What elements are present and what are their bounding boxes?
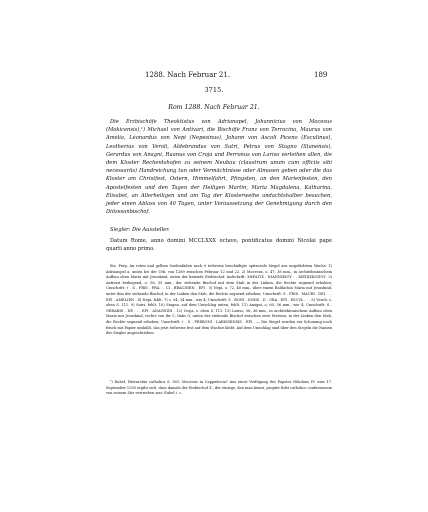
regest-paragraph: Die Erzbischöfe Theoktistus von Adrianopel, Johannicius von Mocesus (Mokicensis),¹) Michael von Antivari, die Bischöfe Franz von Terracina, Maurus von Amelia, Léonardus von Nepi (Nepesinus), Johann von Ascoli Piceno (Esculinus), Leotherius von Veroli, Aldebrandus von Sutri, Petrus von Stagno (Stanensis), Gerardus von Anagni, Ruanus von Croja und Perronus von Lariso verleihen allen, die dem Kloster Rechentshofen zu seinem Neubau (claustrum unum cum officiis sibi necessariis) Handreichung tun oder Vermächtnisse oder Almosen geben oder die das Kloster am Christfest, Ostern, Himmelfahrt, Pfingsten, an den Marienfesten, den Apostelfesten und den Tagen der Heiligen Martin, Maria Magdalena, Katharina, Elisabet, an Allerheiligen und am Tag der Klosterweihe andachtshalber besuchen, jeder einen Ablass von 40 Tagen, unter Voraussetzung der Genehmigung durch den Diözesanbischof.	[106, 119, 332, 216]
document-number: 3715.	[204, 86, 224, 94]
datum-line: Datum Rome, anno domini MCCLXXX octavo, pontificatus domini Nicolai pape quarti anno primo.	[106, 238, 332, 253]
header-date: 1288. Nach Februar 21.	[145, 71, 231, 79]
footnote: ¹) Eubel, Hierarchia catholica S. 361: Mocesus in Cappadocia? Aus einer Verfügung des Papstes Nikolaus IV. vom 17. September 1290 ergibt sich, dass damals der Erzbischof Z., der einzige, den man kennt, propter fidei catholice confessionem von seinem Sitz vertrieben war. Eubel i. c.	[106, 380, 332, 396]
page-number: 189	[314, 71, 328, 79]
running-header	[0, 68, 428, 82]
document-dateline: Rom 1288. Nach Februar 21.	[168, 104, 260, 111]
siegler-line: Siegler: Die Aussteller.	[110, 227, 170, 233]
seal-description-notes: Stz. Perg. An roten und gelben Seidenfäden noch 9 teilweise beschädigte spitzovale Siegel aus ungefärbtem Wachs: 1) Adrianopel a. unten bei der Urk. von 1289 zwischen Februar 12 und 22. 2) Mocesus, o. 47, 38 mm., in architektonischem Aufbau oben Maria mit Jesuskind, unten der kniende Erzbischof. Aufschrift: ΣΦΡΑΓΙΣ . ΙΩΑΝΝΙΚΙΟΥ . . ΧΙΕΠΙΣΚΟΠΟΥ. 3) Antivari beiliegend, o. 56, 35 mm., der stehende Bischof mit dem Stab in der Linken, die Rechte segnend erhoben; Umschrift: † . S . FRIS . FRA . . CI . BRACINEN . EPI . 5) Nepi, o. 72, 40 mm., über einem Baldachin Maria mit Jesuskind, unter ihm der stehende Bischof, in der Linken den Stab, die Rechte segnend erhoben; Umschrift: S . FRIS . MAURI . DEI . . . EPI . AMELIEN . 4) Nepi, fehlt. 7) s. 54, 34 mm., wie 4; Umschrift: S . BONI . IOHIS . D . GRA . EPI . ESCVL . . . 8) Veroli, s. oben S. 111. 9) Sutri, fehlt. 10) Stagno, auf dem Umschlag unten, fehlt. 11) Anagni, o. 60, 36 mm., wie 4; Umschrift: S . GERARDI . DE . . . EPI . ANAGNINI . 12) Croja, s. oben S. 111. 13) Lariso, 56, 36 mm., in architektonischem Aufbau oben Maria mit Jesuskind, rechts von ihr C, links O, unten der stehende Bischof zwischen zwei Sternen, in der Linken den Stab, die Rechte segnend erhoben; Umschrift: † . S . PERRONI . LARISSENSIS . EPI . — Die Siegel wurden zur Schonung noch frisch mit Papier umhüllt, das jetzt teilweise fest auf dem Wachse klebt. Auf dem Umschlag sind über den Siegeln die Namen der Siegler angeschrieben.	[106, 264, 332, 336]
